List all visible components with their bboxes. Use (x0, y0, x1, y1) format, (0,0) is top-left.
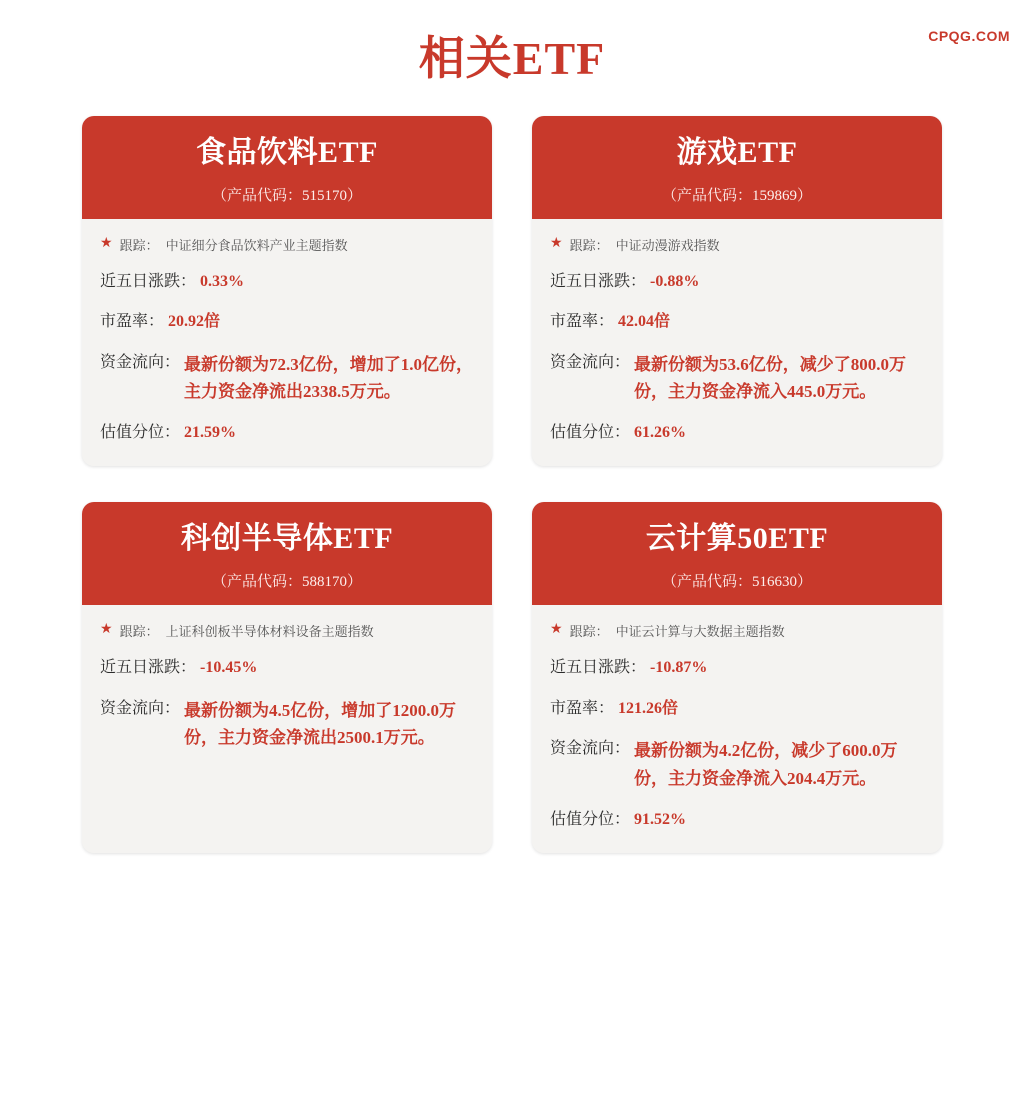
pe-label: 市盈率： (550, 313, 615, 331)
tracking-index-row (100, 621, 474, 640)
etf-card-grid (82, 116, 942, 853)
code-value: 515170 (302, 187, 347, 204)
pe-label: 市盈率： (100, 313, 165, 331)
valuation-value: 21.59% (184, 424, 237, 442)
pe-value: 20.92倍 (168, 313, 221, 331)
fund-flow-label: 资金流向： (100, 354, 181, 372)
star-icon: ★ (100, 236, 113, 251)
pe-ratio-row (550, 310, 924, 335)
valuation-label: 估值分位： (100, 424, 181, 442)
etf-card-header (82, 502, 492, 605)
code-suffix: ） (797, 573, 813, 590)
etf-code (542, 184, 932, 205)
five-day-change-row (100, 270, 474, 295)
valuation-percentile-row (100, 421, 474, 446)
tracking-label: 跟踪： (569, 623, 609, 639)
etf-card[interactable] (82, 502, 492, 852)
five-day-label: 近五日涨跌： (100, 658, 197, 676)
five-day-label: 近五日涨跌： (100, 272, 197, 290)
five-day-value: -10.87% (650, 658, 708, 676)
five-day-change-row (550, 656, 924, 681)
five-day-label: 近五日涨跌： (550, 658, 647, 676)
tracking-label: 跟踪： (119, 623, 159, 639)
five-day-value: 0.33% (200, 272, 245, 290)
site-watermark: CPQG.COM (928, 28, 1010, 44)
valuation-label: 估值分位： (550, 810, 631, 828)
etf-name: 云计算50ETF (645, 522, 829, 556)
etf-code (92, 570, 482, 591)
tracking-index-row (550, 235, 924, 254)
fund-flow-label: 资金流向： (100, 699, 181, 717)
tracking-label: 跟踪： (569, 237, 609, 253)
etf-card-header (532, 116, 942, 219)
fund-flow-value: 最新份额为4.5亿份，增加了1200.0万份，主力资金净流出2500.1万元。 (184, 700, 457, 747)
etf-code (542, 570, 932, 591)
etf-name: 游戏ETF (676, 136, 798, 169)
fund-flow-value: 最新份额为53.6亿份，减少了800.0万份，主力资金净流入445.0万元。 (634, 355, 907, 402)
etf-card-body (532, 605, 942, 853)
code-value: 588170 (302, 573, 347, 590)
code-prefix: （产品代码： (211, 187, 302, 204)
code-suffix: ） (797, 187, 813, 204)
etf-card-body (82, 219, 492, 467)
pe-ratio-row (550, 697, 924, 722)
star-icon: ★ (550, 236, 563, 251)
tracking-index-name: 上证科创板半导体材料设备主题指数 (165, 623, 374, 639)
etf-name: 食品饮料ETF (196, 136, 378, 169)
star-icon: ★ (100, 622, 113, 638)
tracking-index-name: 中证云计算与大数据主题指数 (615, 623, 785, 639)
etf-card[interactable] (532, 116, 942, 466)
tracking-index-row (100, 235, 474, 254)
etf-code (92, 184, 482, 205)
code-prefix: （产品代码： (211, 573, 302, 590)
etf-card[interactable] (82, 116, 492, 466)
fund-flow-value: 最新份额为4.2亿份，减少了600.0万份，主力资金净流入204.4万元。 (634, 741, 898, 788)
tracking-index-row (550, 621, 924, 640)
fund-flow-row (100, 351, 474, 405)
valuation-percentile-row (550, 808, 924, 833)
pe-ratio-row (100, 310, 474, 335)
five-day-label: 近五日涨跌： (550, 272, 647, 290)
five-day-change-row (100, 656, 474, 681)
tracking-label: 跟踪： (119, 237, 159, 253)
etf-name: 科创半导体ETF (180, 522, 394, 556)
fund-flow-row (550, 351, 924, 405)
pe-label: 市盈率： (550, 699, 615, 717)
page-title: 相关ETF (418, 33, 606, 84)
valuation-value: 91.52% (634, 810, 687, 828)
etf-card-body (532, 219, 942, 467)
valuation-label: 估值分位： (550, 424, 631, 442)
five-day-change-row (550, 270, 924, 295)
code-prefix: （产品代码： (661, 187, 752, 204)
fund-flow-value: 最新份额为72.3亿份，增加了1.0亿份，主力资金净流出2338.5万元。 (184, 355, 474, 402)
pe-value: 121.26倍 (618, 699, 679, 717)
tracking-index-name: 中证细分食品饮料产业主题指数 (165, 237, 348, 253)
five-day-value: -10.45% (200, 658, 258, 676)
valuation-percentile-row (550, 421, 924, 446)
code-value: 516630 (752, 573, 797, 590)
valuation-value: 61.26% (634, 424, 687, 442)
code-value: 159869 (752, 187, 797, 204)
fund-flow-row (100, 697, 474, 751)
etf-card[interactable] (532, 502, 942, 852)
etf-card-body (82, 605, 492, 853)
etf-card-header (82, 116, 492, 219)
code-prefix: （产品代码： (661, 573, 752, 590)
star-icon: ★ (550, 622, 563, 638)
pe-value: 42.04倍 (618, 313, 671, 331)
code-suffix: ） (347, 573, 363, 590)
five-day-value: -0.88% (650, 272, 700, 290)
etf-card-header (532, 502, 942, 605)
tracking-index-name: 中证动漫游戏指数 (615, 237, 720, 253)
fund-flow-label: 资金流向： (550, 354, 631, 372)
fund-flow-label: 资金流向： (550, 740, 631, 758)
code-suffix: ） (347, 187, 363, 204)
fund-flow-row (550, 737, 924, 791)
